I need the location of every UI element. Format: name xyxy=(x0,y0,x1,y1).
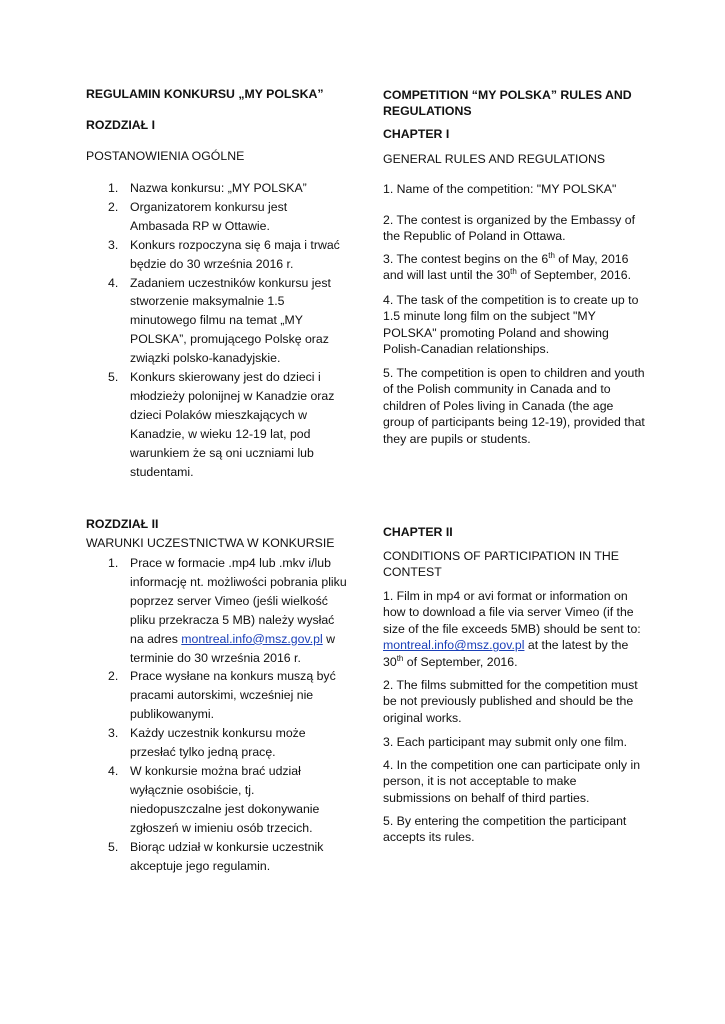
english-item-5: 5. The competition is open to children and youth of the Polish community in Canada and to children of Poles living in Canada (the age group of participants being 12-19), provided that they are pupils or students. xyxy=(383,366,645,446)
list-item: 5. Biorąc udział w konkursie uczestnik akceptuje jego regulamin. xyxy=(108,839,324,873)
english-section-1-heading: GENERAL RULES AND REGULATIONS xyxy=(383,152,606,166)
english-chapter-1-heading: CHAPTER I xyxy=(383,127,450,141)
polish-section-1-heading: POSTANOWIENIA OGÓLNE xyxy=(86,149,245,163)
polish-chapter-1-heading: ROZDZIAŁ I xyxy=(86,118,155,132)
english-title: COMPETITION “MY POLSKA” RULES AND REGULATIONS xyxy=(383,88,632,119)
polish-title: REGULAMIN KONKURSU „MY POLSKA” xyxy=(86,87,324,101)
list-item: 4. W konkursie można brać udział wyłącznie osobiście, tj. niedopuszczalne jest dokonywanie zgłoszeń w imieniu osób trzecich. xyxy=(108,763,320,835)
polish-list-2 xyxy=(86,554,348,875)
email-link[interactable]: montreal.info@msz.gov.pl xyxy=(383,638,525,653)
english-item-2: 2. The contest is organized by the Embassy of the Republic of Poland in Ottawa. xyxy=(383,213,635,244)
list-item: 3. Każdy uczestnik konkursu może przesłać tylko jedną pracę. xyxy=(108,726,306,760)
english-c2-item-4: 4. In the competition one can participate only in person, it is not acceptable to make submissions on behalf of third parties. xyxy=(383,758,641,805)
list-item: 5. Konkurs skierowany jest do dzieci i młodzieży polonijnej w Kanadzie oraz dzieci Polaków mieszkających w Kanadzie, w wieku 12-19 lat, pod warunkiem że są oni uczniami lub studentami. xyxy=(108,370,335,479)
english-c2-item-2: 2. The films submitted for the competition must be not previously published and should be the original works. xyxy=(383,678,638,725)
email-link[interactable]: montreal.info@msz.gov.pl xyxy=(181,631,323,646)
polish-list-1 xyxy=(86,179,348,482)
english-chapter-2-heading: CHAPTER II xyxy=(383,525,453,539)
english-column xyxy=(383,0,645,1024)
english-item-1: 1. Name of the competition: "MY POLSKA" xyxy=(383,182,617,196)
english-c2-item-1: 1. Film in mp4 or avi format or information on how to download a file via server Vimeo (if the size of the file exceeds 5MB) should be sent to: montreal.info@msz.gov.pl at the latest by the 30th of September, 2016. xyxy=(383,589,641,669)
polish-column xyxy=(86,0,348,1024)
english-section-2-heading: CONDITIONS OF PARTICIPATION IN THE CONTEST xyxy=(383,549,619,580)
list-item: 3. Konkurs rozpoczyna się 6 maja i trwać będzie do 30 września 2016 r. xyxy=(108,237,340,271)
list-item: 2. Prace wysłane na konkurs muszą być pracami autorskimi, wcześniej nie publikowanymi. xyxy=(108,669,336,722)
polish-section-2-heading: WARUNKI UCZESTNICTWA W KONKURSIE xyxy=(86,536,335,550)
list-item: 1. Nazwa konkursu: „MY POLSKA” xyxy=(108,181,307,195)
english-c2-item-3: 3. Each participant may submit only one film. xyxy=(383,735,627,749)
english-item-4: 4. The task of the competition is to create up to 1.5 minute long film on the subject "MY POLSKA" promoting Poland and showing Polish-Canadian relationships. xyxy=(383,293,639,357)
list-item: 1. Prace w formacie .mp4 lub .mkv i/lub informację nt. możliwości pobrania pliku poprzez server Vimeo (jeśli wielkość pliku przekracza 5 MB) należy wysłać na adres montreal.info@msz.gov.pl w terminie do 30 września 2016 r. xyxy=(108,556,347,665)
list-item: 4. Zadaniem uczestników konkursu jest stworzenie maksymalnie 1.5 minutowego filmu na temat „MY POLSKA”, promującego Polskę oraz związki polsko-kanadyjskie. xyxy=(108,275,331,366)
english-item-3: 3. The contest begins on the 6th of May, 2016 and will last until the 30th of September, 2016. xyxy=(383,250,631,283)
polish-chapter-2-heading: ROZDZIAŁ II xyxy=(86,517,159,531)
list-item: 2. Organizatorem konkursu jest Ambasada RP w Ottawie. xyxy=(108,199,288,233)
english-c2-item-5: 5. By entering the competition the participant accepts its rules. xyxy=(383,814,627,845)
